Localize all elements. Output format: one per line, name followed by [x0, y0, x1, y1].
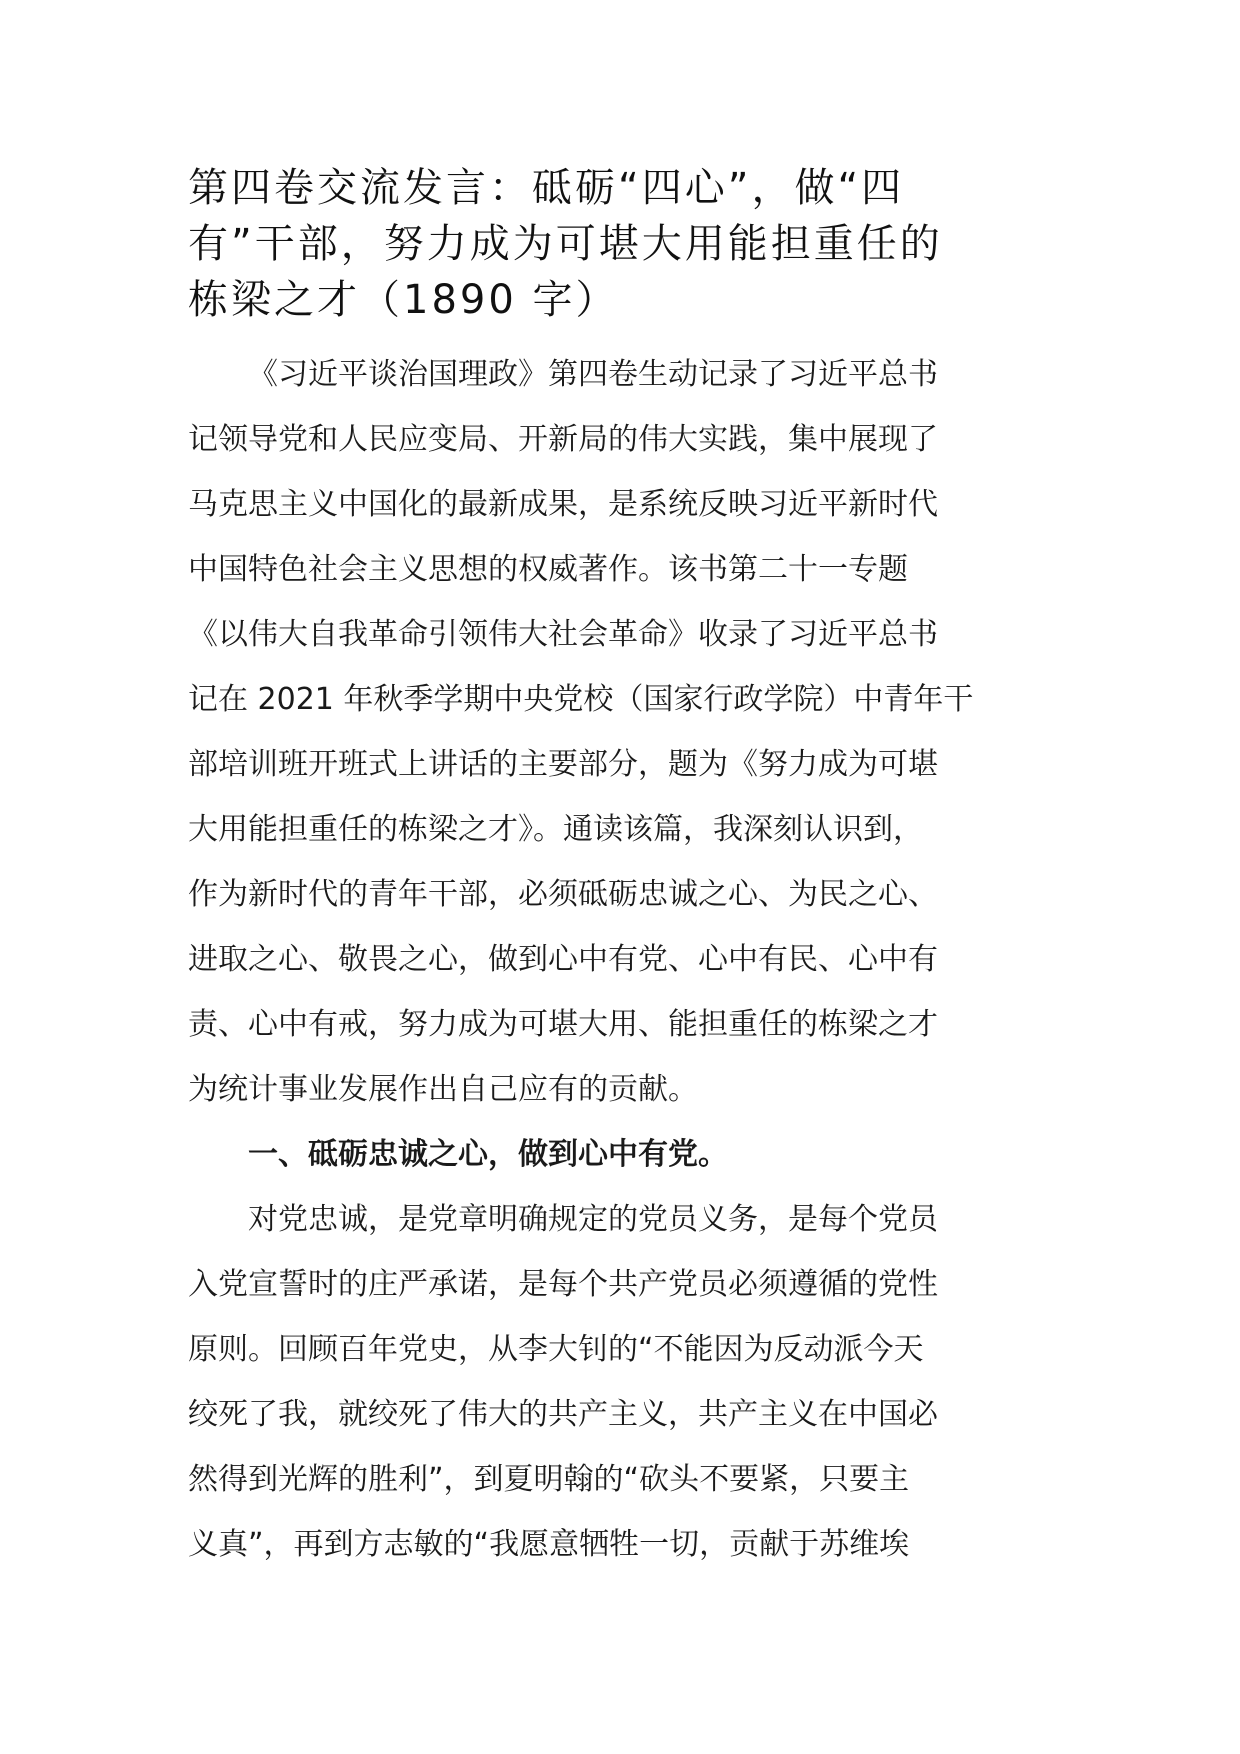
text-line: 部培训班开班式上讲话的主要部分，题为《努力成为可堪	[188, 747, 938, 782]
paragraph-loyalty	[188, 1187, 1056, 1577]
text-line: 中国特色社会主义思想的权威著作。该书第二十一专题	[188, 552, 908, 587]
text-line: 责、心中有戒，努力成为可堪大用、能担重任的栋梁之才	[188, 1007, 938, 1042]
text-line: 原则。回顾百年党史，从李大钊的“不能因为反动派今天	[188, 1332, 924, 1367]
document-title	[188, 160, 1056, 328]
section-heading: 一、砥砺忠诚之心，做到心中有党。	[248, 1137, 728, 1172]
text-line: 《以伟大自我革命引领伟大社会革命》收录了习近平总书	[188, 617, 938, 652]
title-line: 栋梁之才（1890 字）	[188, 277, 619, 323]
text-line: 为统计事业发展作出自己应有的贡献。	[188, 1072, 698, 1107]
text-line: 马克思主义中国化的最新成果，是系统反映习近平新时代	[188, 487, 938, 522]
text-line: 对党忠诚，是党章明确规定的党员义务，是每个党员	[248, 1202, 938, 1237]
text-line: 记领导党和人民应变局、开新局的伟大实践，集中展现了	[188, 422, 938, 457]
text-line: 然得到光辉的胜利”，到夏明翰的“砍头不要紧，只要主	[188, 1462, 910, 1497]
document-page	[188, 160, 1056, 1577]
document-body	[188, 342, 1056, 1577]
text-line: 进取之心、敬畏之心，做到心中有党、心中有民、心中有	[188, 942, 938, 977]
text-line: 大用能担重任的栋梁之才》。通读该篇，我深刻认识到，	[188, 812, 923, 847]
text-line: 入党宣誓时的庄严承诺，是每个共产党员必须遵循的党性	[188, 1267, 938, 1302]
title-line: 第四卷交流发言：砥砺“四心”，做“四	[188, 165, 905, 211]
text-line: 记在 2021 年秋季学期中央党校（国家行政学院）中青年干	[188, 682, 974, 717]
text-line: 绞死了我，就绞死了伟大的共产主义，共产主义在中国必	[188, 1397, 938, 1432]
text-line: 义真”，再到方志敏的“我愿意牺牲一切，贡献于苏维埃	[188, 1527, 910, 1562]
text-line: 作为新时代的青年干部，必须砥砺忠诚之心、为民之心、	[188, 877, 938, 912]
paragraph-intro	[188, 342, 1056, 1122]
title-line: 有”干部，努力成为可堪大用能担重任的	[188, 221, 943, 267]
text-line: 《习近平谈治国理政》第四卷生动记录了习近平总书	[248, 357, 938, 392]
